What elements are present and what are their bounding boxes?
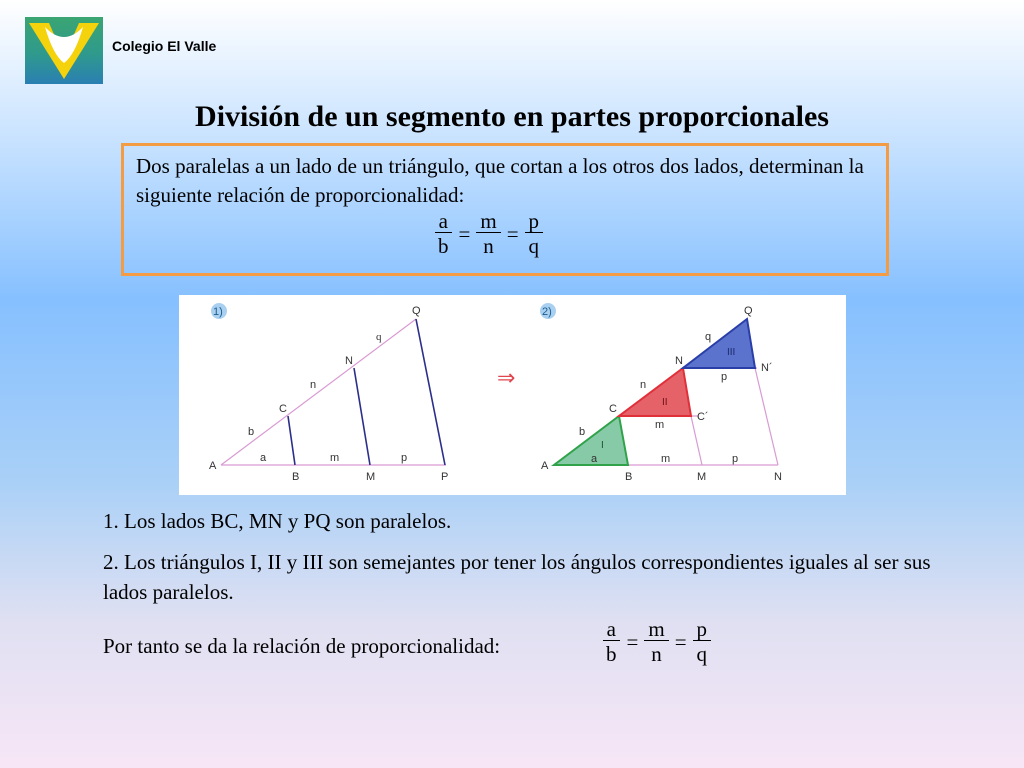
point-q: Q [412, 305, 421, 317]
segment-b: b [579, 426, 586, 438]
point-a: A [541, 460, 549, 472]
segment-a: a [591, 453, 598, 465]
parallel-bc [288, 416, 295, 465]
fraction-numerator: m [644, 618, 668, 641]
fraction-a-b [434, 210, 453, 259]
fraction-numerator: p [525, 210, 544, 233]
fraction-m-n [644, 618, 668, 667]
equals-sign: = [506, 222, 519, 246]
segment-mc [691, 416, 702, 465]
proportion-equation [432, 210, 545, 259]
segment-m: m [330, 452, 340, 464]
school-name: Colegio El Valle [112, 38, 217, 54]
step-1-badge [211, 303, 227, 319]
conclusion-equation [600, 618, 713, 667]
segment-n: n [310, 379, 317, 391]
step-2-badge [540, 303, 556, 319]
triangle-iii [683, 319, 755, 368]
segment-p-base: p [732, 453, 739, 465]
segment-p: p [721, 371, 728, 383]
step-1-label: 1) [213, 306, 223, 318]
point-n-base: N [774, 471, 782, 483]
hypotenuse-line [221, 319, 416, 465]
label-triangle-iii: III [727, 347, 736, 358]
segment-m: m [655, 419, 665, 431]
geometry-figure [179, 295, 846, 495]
point-c: C [609, 403, 617, 415]
label-triangle-i: I [601, 440, 604, 451]
fraction-denominator: b [438, 234, 449, 258]
equals-sign: = [674, 630, 687, 654]
slide-title: División de un segmento en partes proporcionales [195, 100, 829, 133]
step-2-label: 2) [542, 306, 552, 318]
point-c-prime: C´ [697, 411, 709, 423]
fraction-m-n [476, 210, 500, 259]
fraction-a-b [602, 618, 621, 667]
fraction-denominator: n [651, 642, 662, 666]
segment-b: b [248, 426, 255, 438]
definition-box [121, 143, 889, 276]
point-c: C [279, 403, 287, 415]
point-b: B [625, 471, 633, 483]
equals-sign: = [458, 222, 471, 246]
triangle-ii [619, 368, 691, 416]
fraction-p-q [693, 618, 712, 667]
diagram-2 [541, 305, 782, 483]
segment-q: q [376, 331, 382, 343]
point-b: B [292, 471, 300, 483]
fraction-numerator: a [603, 618, 620, 641]
point-q: Q [744, 305, 753, 317]
segment-p: p [401, 452, 408, 464]
point-m: M [366, 471, 376, 483]
list-item-2: 2. Los triángulos I, II y III son semejantes por tener los ángulos correspondientes iguales al ser sus lados paralelos. [103, 550, 931, 604]
segment-q: q [705, 331, 712, 343]
fraction-p-q [525, 210, 544, 259]
fraction-denominator: n [483, 234, 494, 258]
point-n: N [345, 355, 353, 367]
point-m: M [697, 471, 707, 483]
fraction-numerator: a [435, 210, 452, 233]
parallel-pq [416, 319, 445, 465]
segment-a: a [260, 452, 267, 464]
fraction-denominator: q [696, 642, 708, 666]
segment-nn [755, 368, 778, 465]
point-n-prime: N´ [761, 362, 773, 374]
fraction-denominator: b [606, 642, 617, 666]
segment-n: n [640, 379, 647, 391]
implies-arrow: ⇒ [497, 365, 516, 390]
list-item-1: 1. Los lados BC, MN y PQ son paralelos. [103, 509, 452, 533]
fraction-numerator: m [476, 210, 500, 233]
point-p: P [441, 471, 449, 483]
parallel-mn [354, 368, 370, 465]
definition-text: Dos paralelas a un lado de un triángulo, que cortan a los otros dos lados, determinan la siguiente relación de proporcionalidad: [136, 154, 864, 207]
equals-sign: = [626, 630, 639, 654]
point-n: N [675, 355, 683, 367]
conclusion-text: Por tanto se da la relación de proporcionalidad: [103, 634, 501, 658]
point-a: A [209, 460, 217, 472]
label-triangle-ii: II [662, 397, 668, 408]
fraction-denominator: q [528, 234, 540, 258]
school-logo [25, 17, 103, 84]
fraction-numerator: p [693, 618, 712, 641]
segment-m-base: m [661, 453, 671, 465]
diagram-1 [209, 305, 448, 483]
